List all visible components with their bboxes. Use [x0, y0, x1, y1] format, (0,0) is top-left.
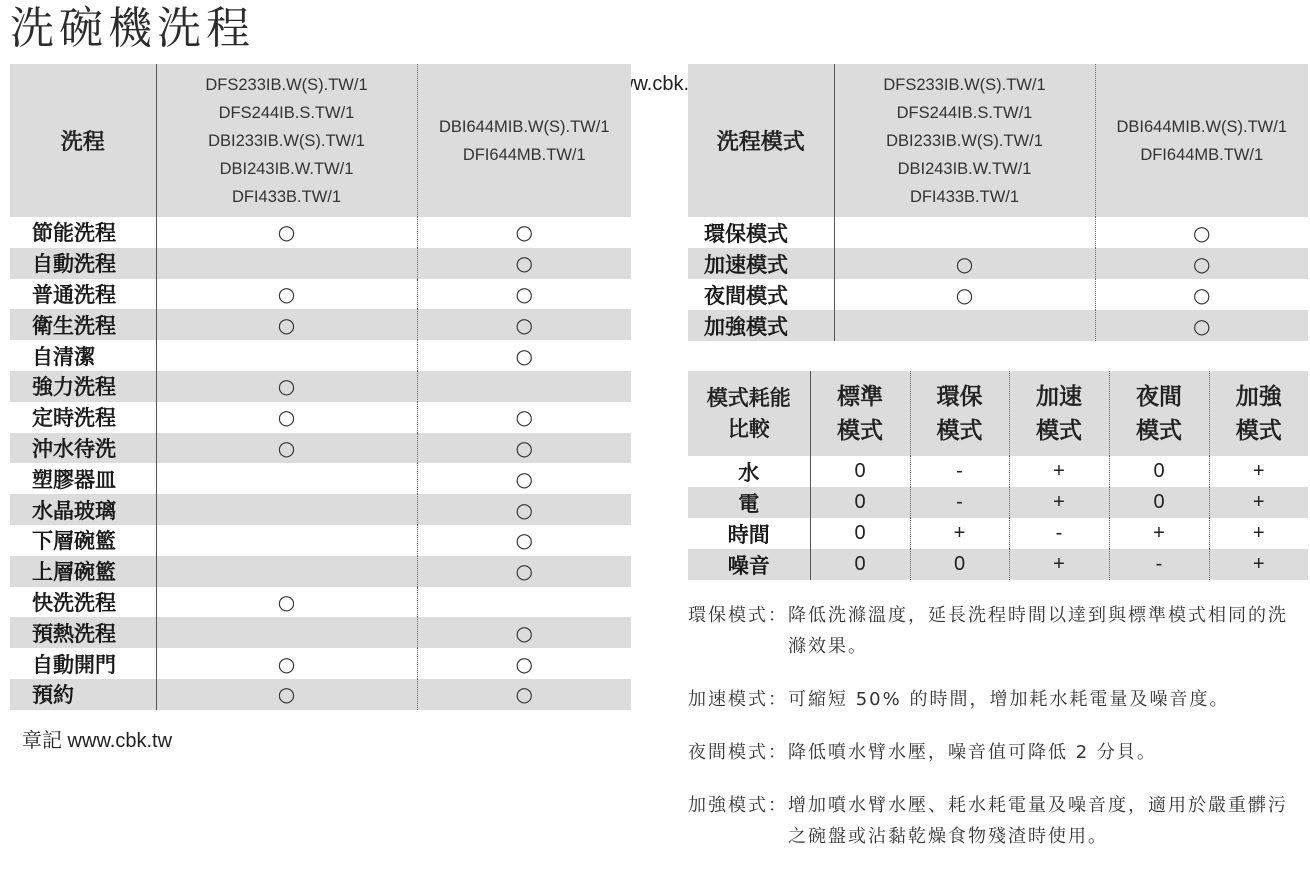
program-mark-col2: ○	[417, 525, 631, 556]
energy-value: +	[1209, 549, 1308, 580]
model-name: DFS244IB.S.TW/1	[218, 103, 355, 122]
mode-mark-col1: ○	[834, 279, 1095, 310]
model-name: DFI644MB.TW/1	[462, 145, 586, 164]
program-label: 自動開門	[32, 652, 116, 677]
program-label: 普通洗程	[32, 282, 116, 307]
energy-row	[688, 549, 1308, 580]
program-mark-col2: ○	[417, 248, 631, 279]
energy-col-line: 模式	[1136, 417, 1182, 444]
note-night	[688, 737, 1303, 768]
note-text: 增加噴水臂水壓、耗水耗電量及噪音度，適用於嚴重髒污之碗盤或沾黏乾燥食物殘渣時使用。	[788, 795, 1288, 847]
program-mark-col1: ○	[156, 648, 417, 679]
program-mark-col2: ○	[417, 279, 631, 310]
note-intensive	[688, 790, 1303, 852]
energy-table	[688, 371, 1308, 580]
energy-value: -	[910, 456, 1009, 487]
program-label: 水晶玻璃	[32, 498, 116, 523]
programs-table	[10, 64, 631, 710]
program-mark-col1: ○	[156, 587, 417, 618]
energy-value: -	[1109, 549, 1209, 580]
modes-header-label: 洗程模式	[716, 130, 805, 155]
program-label: 節能洗程	[32, 221, 116, 246]
program-mark-col1: ○	[156, 433, 417, 464]
program-mark-col1: ○	[156, 679, 417, 710]
model-name: DFI433B.TW/1	[231, 187, 342, 206]
energy-col-line: 夜間	[1136, 383, 1182, 410]
energy-col-line: 模式	[1036, 417, 1082, 444]
program-row	[10, 525, 631, 556]
program-label: 自清潔	[32, 344, 95, 369]
note-label: 環保模式：	[688, 605, 788, 626]
mode-mark-col1	[834, 310, 1095, 341]
energy-row-label: 電	[738, 491, 760, 516]
mode-label: 夜間模式	[704, 283, 788, 308]
program-row	[10, 371, 631, 402]
program-label: 上層碗籃	[32, 560, 116, 585]
model-name: DBI644MIB.W(S).TW/1	[1116, 117, 1288, 136]
energy-col-line: 標準	[837, 383, 883, 410]
energy-col-line: 加速	[1036, 383, 1082, 410]
program-row	[10, 279, 631, 310]
program-mark-col2: ○	[417, 556, 631, 587]
program-row	[10, 402, 631, 433]
note-label: 夜間模式：	[688, 742, 788, 763]
program-row	[10, 309, 631, 340]
program-mark-col1	[156, 248, 417, 279]
energy-value: +	[1009, 456, 1109, 487]
program-mark-col1	[156, 556, 417, 587]
energy-col-line: 模式	[837, 417, 883, 444]
program-mark-col2: ○	[417, 679, 631, 710]
energy-value: 0	[810, 487, 910, 518]
energy-value: +	[1209, 456, 1308, 487]
program-mark-col2: ○	[417, 309, 631, 340]
program-mark-col2: ○	[417, 433, 631, 464]
model-name: DFS233IB.W(S).TW/1	[883, 75, 1046, 94]
program-label: 衛生洗程	[32, 313, 116, 338]
program-mark-col2: ○	[417, 494, 631, 525]
programs-header-col2	[417, 64, 631, 217]
program-row	[10, 340, 631, 371]
energy-col-intensive	[1209, 371, 1308, 456]
program-mark-col2	[417, 371, 631, 402]
energy-corner-line: 模式耗能	[706, 385, 791, 410]
energy-row	[688, 456, 1308, 487]
program-row	[10, 463, 631, 494]
program-mark-col1: ○	[156, 309, 417, 340]
program-row	[10, 587, 631, 618]
program-label: 沖水待洗	[32, 436, 116, 461]
energy-col-line: 加強	[1235, 383, 1282, 410]
program-row	[10, 556, 631, 587]
mode-label: 加強模式	[704, 314, 788, 339]
program-mark-col2: ○	[417, 217, 631, 248]
modes-header-col2	[1095, 64, 1308, 217]
energy-value: +	[1009, 549, 1109, 580]
note-label: 加速模式：	[688, 689, 788, 710]
energy-value: -	[910, 487, 1009, 518]
energy-value: 0	[810, 549, 910, 580]
program-label: 預約	[32, 683, 74, 708]
model-name: DFI433B.TW/1	[909, 187, 1020, 206]
program-row	[10, 679, 631, 710]
program-mark-col1: ○	[156, 279, 417, 310]
note-eco	[688, 600, 1303, 662]
energy-corner-line: 比較	[727, 416, 770, 441]
watermark-bottom: 章記 www.cbk.tw	[22, 730, 173, 752]
energy-row	[688, 487, 1308, 518]
program-mark-col1	[156, 525, 417, 556]
program-row	[10, 433, 631, 464]
program-mark-col1: ○	[156, 371, 417, 402]
program-mark-col1	[156, 617, 417, 648]
program-mark-col1	[156, 340, 417, 371]
energy-col-eco	[910, 371, 1009, 456]
program-mark-col1: ○	[156, 402, 417, 433]
model-name: DBI243IB.W.TW/1	[219, 159, 354, 178]
energy-col-speed	[1009, 371, 1109, 456]
watermark-top: 章記 www.cbk.tw	[559, 73, 710, 95]
program-row	[10, 248, 631, 279]
note-text: 降低噴水臂水壓，噪音值可降低 2 分貝。	[788, 742, 1157, 763]
mode-label: 環保模式	[704, 221, 788, 246]
program-label: 塑膠器皿	[32, 467, 116, 492]
program-mark-col1	[156, 494, 417, 525]
mode-mark-col1	[834, 217, 1095, 248]
energy-value: -	[1009, 518, 1109, 549]
mode-mark-col2: ○	[1095, 310, 1308, 341]
model-name: DBI233IB.W(S).TW/1	[886, 131, 1043, 150]
program-label: 強力洗程	[32, 375, 116, 400]
energy-value: +	[1209, 518, 1308, 549]
model-name: DFS233IB.W(S).TW/1	[205, 75, 368, 94]
mode-mark-col2: ○	[1095, 217, 1308, 248]
program-mark-col1	[156, 463, 417, 494]
model-name: DBI243IB.W.TW/1	[897, 159, 1032, 178]
model-name: DFI644MB.TW/1	[1140, 145, 1264, 164]
program-label: 預熱洗程	[32, 621, 116, 646]
mode-notes	[688, 600, 1303, 874]
mode-row	[688, 217, 1308, 248]
energy-col-standard	[810, 371, 910, 456]
program-mark-col2: ○	[417, 617, 631, 648]
note-speed	[688, 684, 1303, 715]
note-text: 降低洗滌溫度，延長洗程時間以達到與標準模式相同的洗滌效果。	[788, 605, 1288, 657]
program-label: 定時洗程	[32, 406, 116, 431]
program-row	[10, 617, 631, 648]
programs-header-col1	[156, 64, 417, 217]
energy-col-line: 模式	[936, 417, 983, 444]
program-mark-col2: ○	[417, 463, 631, 494]
energy-value: 0	[910, 549, 1009, 580]
energy-corner-header	[688, 371, 810, 456]
program-label: 下層碗籃	[32, 529, 116, 554]
modes-header-col1	[834, 64, 1095, 217]
modes-table	[688, 64, 1308, 341]
page-title: 洗碗機洗程	[10, 3, 255, 54]
energy-value: +	[910, 518, 1009, 549]
mode-mark-col2: ○	[1095, 279, 1308, 310]
program-label: 快洗洗程	[32, 590, 116, 615]
mode-mark-col2: ○	[1095, 248, 1308, 279]
energy-value: +	[1209, 487, 1308, 518]
program-mark-col2	[417, 587, 631, 618]
mode-mark-col1: ○	[834, 248, 1095, 279]
program-mark-col2: ○	[417, 402, 631, 433]
note-label: 加強模式：	[688, 795, 788, 816]
program-row	[10, 217, 631, 248]
energy-value: +	[1109, 518, 1209, 549]
energy-col-line: 環保	[936, 383, 983, 410]
mode-row	[688, 310, 1308, 341]
program-label: 自動洗程	[32, 252, 116, 277]
program-mark-col1: ○	[156, 217, 417, 248]
programs-header-label: 洗程	[60, 130, 105, 155]
model-name: DBI644MIB.W(S).TW/1	[438, 117, 610, 136]
program-mark-col2: ○	[417, 340, 631, 371]
energy-value: 0	[810, 518, 910, 549]
energy-value: 0	[1109, 456, 1209, 487]
energy-value: 0	[1109, 487, 1209, 518]
model-name: DBI233IB.W(S).TW/1	[208, 131, 365, 150]
program-mark-col2: ○	[417, 648, 631, 679]
mode-label: 加速模式	[704, 252, 788, 277]
energy-row-label: 時間	[727, 522, 770, 547]
program-row	[10, 648, 631, 679]
program-row	[10, 494, 631, 525]
energy-value: +	[1009, 487, 1109, 518]
note-text: 可縮短 50% 的時間，增加耗水耗電量及噪音度。	[788, 689, 1230, 710]
energy-row-label: 水	[738, 460, 760, 485]
energy-col-line: 模式	[1235, 417, 1282, 444]
mode-row	[688, 279, 1308, 310]
energy-col-night	[1109, 371, 1209, 456]
energy-row-label: 噪音	[727, 553, 770, 578]
energy-value: 0	[810, 456, 910, 487]
energy-row	[688, 518, 1308, 549]
model-name: DFS244IB.S.TW/1	[896, 103, 1033, 122]
mode-row	[688, 248, 1308, 279]
